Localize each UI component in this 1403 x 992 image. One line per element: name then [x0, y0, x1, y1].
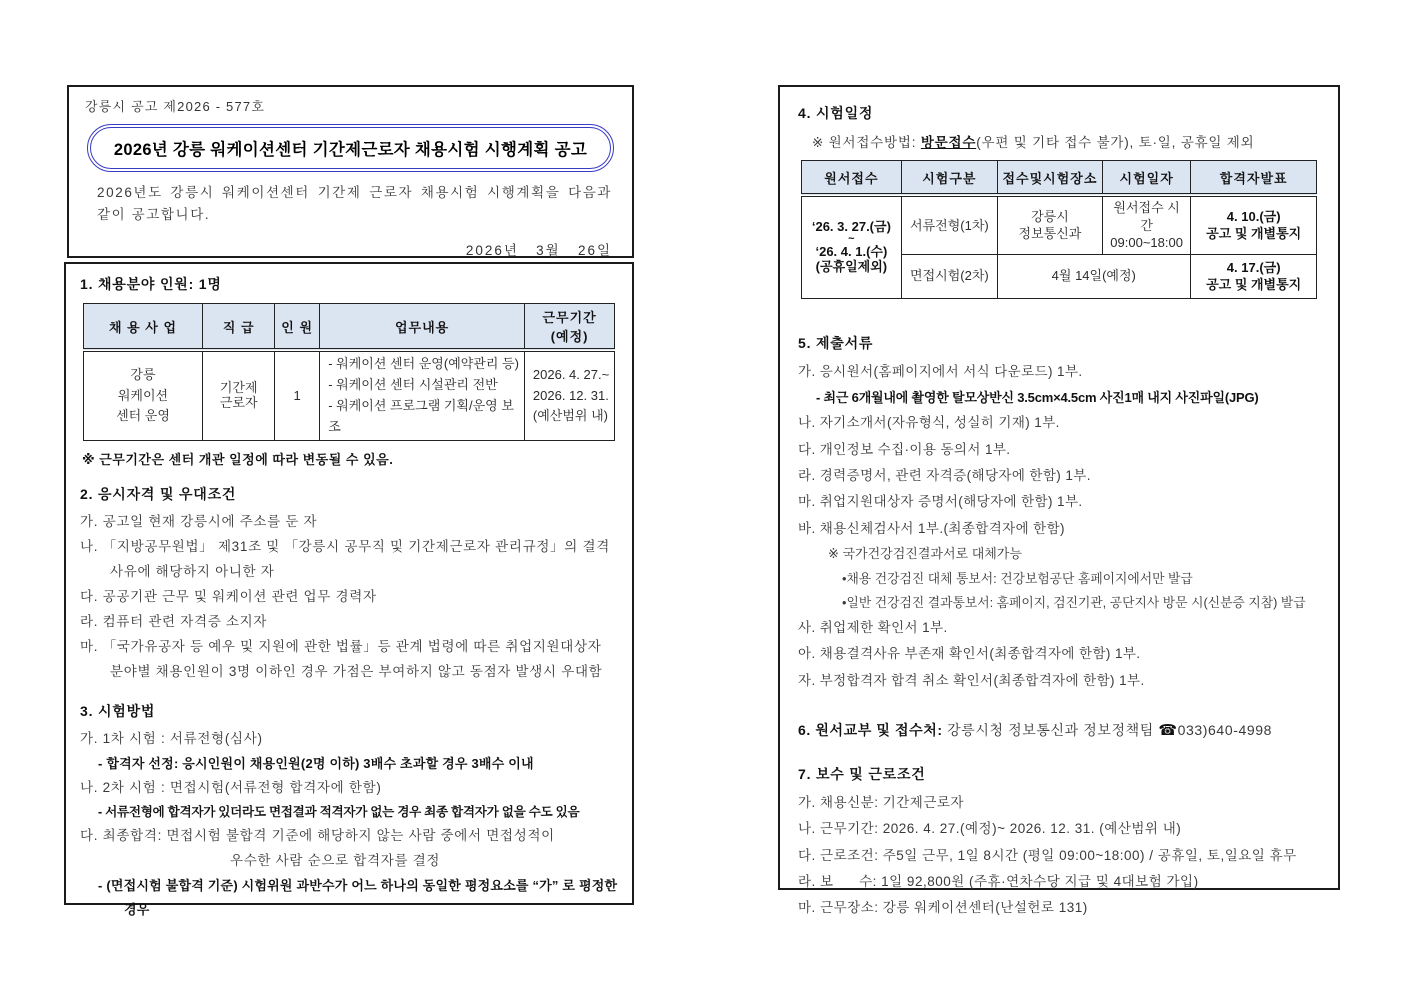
section5-heading: 5. 제출서류 [798, 334, 874, 351]
col-header-exam-type: 시험구분 [902, 161, 997, 196]
result1-line1: 4. 10.(금) [1226, 208, 1281, 224]
qualification-item: 마. 「국가유공자 등 예우 및 지원에 관한 법률」등 관계 법령에 따른 취업지원대상자 분야별 채용인원이 3명 이하인 경우 가점은 부여하지 않고 동점자 발생시 우대함 [80, 638, 603, 679]
health-check-substitute-note: ※ 국가건강검진결과서로 대체가능 [828, 545, 1022, 561]
cell-place-1 [997, 195, 1103, 254]
exam-date-line1: 원서접수 시간 [1113, 200, 1180, 233]
work-condition-item: 가. 채용신분: 기간제근로자 [798, 795, 964, 811]
health-check-bullet: •일반 건강검진 결과통보서: 홈페이지, 검진기관, 공단지사 방문 시(신분증 지참) 발급 [842, 594, 1306, 610]
cell-duty-line3: - 워케이션 프로그램 기획/운영 보조 [328, 398, 514, 434]
exam-method-item-continuation: 우수한 사람 순으로 합격자를 결정 [230, 853, 441, 869]
health-check-bullet: •채용 건강검진 대체 통보서: 건강보험공단 홈페이지에서만 발급 [842, 570, 1193, 586]
document-item: 다. 개인정보 수집·이용 동의서 1부. [798, 441, 1011, 457]
recruitment-table [83, 303, 616, 441]
col-header-project: 채 용 사 업 [83, 304, 203, 351]
cell-duties [320, 350, 525, 441]
reception-line1: ‘26. 3. 27.(금) [811, 218, 891, 234]
result2-line2: 공고 및 개별통지 [1206, 277, 1302, 293]
application-method-note [812, 131, 1320, 151]
document-item: 바. 채용신체검사서 1부.(최종합격자에 한함) [798, 520, 1065, 536]
reception-tilde: ~ [848, 232, 855, 245]
page1-body-panel [64, 262, 634, 918]
cell-exam-type-1: 서류전형(1차) [902, 195, 997, 254]
document-item: 자. 부정합격자 합격 취소 확인서(최종합격자에 한함) 1부. [798, 672, 1145, 688]
cell-result-1 [1190, 195, 1316, 254]
document-item: 가. 응시원서(홈페이지에서 서식 다운로드) 1부. [798, 363, 1083, 379]
document-item: 아. 채용결격사유 부존재 확인서(최종합격자에 한함) 1부. [798, 646, 1141, 662]
place-line2: 정보통신과 [1018, 226, 1082, 242]
place-line1: 강릉시 [1031, 208, 1069, 224]
page1-header-panel [67, 85, 634, 258]
cell-duty-line2: - 워케이션 센터 시설관리 전반 [328, 377, 498, 393]
section3-heading: 3. 시험방법 [80, 702, 156, 719]
application-method-prefix: ※ 원서접수방법: [812, 135, 921, 150]
exam-method-subnote: - (면접시험 불합격 기준) 시험위원 과반수가 어느 하나의 동일한 평정요소를 “가” 로 평정한 경우 [98, 878, 618, 918]
cell-project-line1: 강릉 [130, 366, 156, 382]
col-header-period-line2: (예정) [550, 329, 589, 344]
photo-requirement-note: - 최근 6개월내에 촬영한 탈모상반신 3.5cm×4.5cm 사진1매 내지 사진파일(JPG) [816, 389, 1259, 405]
phone-number: 033)640-4998 [1177, 722, 1273, 739]
section7-heading: 7. 보수 및 근로조건 [798, 766, 926, 783]
recruitment-table-header-row [83, 304, 615, 351]
cell-exam-type-2: 면접시험(2차) [902, 254, 997, 298]
work-condition-item: 나. 근무기간: 2026. 4. 27.(예정)~ 2026. 12. 31. (예산범위 내) [798, 821, 1182, 837]
col-header-period-line1: 근무기간 [542, 310, 597, 325]
cell-place-date-2: 4월 14일(예정) [997, 254, 1190, 298]
col-header-place: 접수및시험장소 [997, 161, 1103, 196]
exam-schedule-table [801, 160, 1318, 299]
work-condition-item: 라. 보 수: 1일 92,800원 (주휴·연차수당 지급 및 4대보험 가입) [798, 874, 1199, 890]
col-header-duties: 업무내용 [320, 304, 525, 351]
col-header-reception: 원서접수 [801, 161, 902, 196]
col-header-count: 인 원 [275, 304, 320, 351]
cell-result-2 [1190, 254, 1316, 298]
cell-period-line3: (예산범위 내) [532, 408, 608, 424]
qualification-item: 라. 컴퓨터 관련 자격증 소지자 [80, 613, 268, 629]
notice-date: 2026년 3월 26일 [465, 242, 612, 258]
exam-method-item: 다. 최종합격: 면접시험 불합격 기준에 해당하지 않는 사람 중에서 면접성적이 [80, 828, 555, 844]
application-method-suffix: (우편 및 기타 접수 불가), 토·일, 공휴일 제외 [976, 135, 1255, 150]
section6-office: 강릉시청 정보통신과 정보정책팀 [947, 722, 1154, 739]
qualification-item: 가. 공고일 현재 강릉시에 주소를 둔 자 [80, 514, 318, 529]
notice-title: 2026년 강릉 워케이션센터 기간제근로자 채용시험 시행계획 공고 [87, 124, 614, 172]
document-item: 사. 취업제한 확인서 1부. [798, 620, 948, 636]
document-item: 나. 자기소개서(자유형식, 성실히 기재) 1부. [798, 415, 1060, 431]
cell-grade-line2: 근로자 [219, 395, 258, 410]
exam-method-subnote: - 서류전형에 합격자가 있더라도 면접결과 적격자가 없는 경우 최종 합격자가 없을 수도 있음 [98, 804, 580, 819]
qualification-item: 나. 「지방공무원법」 제31조 및 「강릉시 공무직 및 기간제근로자 관리규정」의 결격사유에 해당하지 아니한 자 [80, 538, 610, 579]
recruitment-table-row [83, 350, 615, 441]
cell-period-line2: 2026. 12. 31. [532, 387, 609, 403]
schedule-header-row [801, 161, 1317, 196]
schedule-row-1 [801, 195, 1317, 254]
col-header-result: 합격자발표 [1190, 161, 1316, 196]
result2-line1: 4. 17.(금) [1226, 259, 1281, 275]
exam-method-item: 나. 2차 시험 : 면접시험(서류전형 합격자에 한함) [80, 779, 382, 795]
section4-heading: 4. 시험일정 [798, 105, 874, 121]
cell-duty-line1: - 워케이션 센터 운영(예약관리 등) [328, 356, 519, 372]
col-header-exam-date: 시험일자 [1103, 161, 1191, 196]
cell-project-line2: 워케이션 [117, 387, 169, 403]
col-header-period [524, 304, 614, 351]
reception-line2: ‘26. 4. 1.(수) [815, 243, 888, 259]
section1-heading: 1. 채용분야 인원: 1명 [80, 276, 222, 292]
cell-period-line1: 2026. 4. 27.~ [532, 366, 610, 382]
phone-icon: ☎ [1158, 722, 1178, 740]
section6-line [798, 720, 1320, 740]
cell-period [524, 350, 614, 441]
qualification-item: 다. 공공기관 근무 및 워케이션 관련 업무 경력자 [80, 588, 377, 604]
document-item: 마. 취업지원대상자 증명서(해당자에 한함) 1부. [798, 494, 1083, 510]
exam-method-item: 가. 1차 시험 : 서류전형(심사) [80, 730, 263, 746]
exam-date-line2: 09:00~18:00 [1110, 235, 1183, 251]
cell-exam-date-1 [1103, 195, 1191, 254]
cell-reception-period [801, 195, 902, 298]
notice-number: 강릉시 공고 제2026 - 577호 [85, 99, 266, 114]
section6-heading: 6. 원서교부 및 접수처: [798, 722, 943, 739]
reception-line3: (공휴일제외) [815, 258, 888, 274]
result1-line2: 공고 및 개별통지 [1206, 226, 1302, 242]
document-item: 라. 경력증명서, 관련 자격증(해당자에 한함) 1부. [798, 467, 1091, 483]
work-period-note: ※ 근무기간은 센터 개관 일정에 따라 변동될 수 있음. [82, 452, 394, 467]
exam-method-subnote: - 합격자 선정: 응시인원이 채용인원(2명 이하) 3배수 초과할 경우 3배수 이내 [98, 755, 534, 771]
visit-reception-emphasis: 방문접수 [920, 135, 977, 150]
page2-panel [778, 85, 1340, 916]
cell-project [83, 350, 203, 441]
section2-heading: 2. 응시자격 및 우대조건 [80, 486, 237, 502]
work-condition-item: 다. 근로조건: 주5일 근무, 1일 8시간 (평일 09:00~18:00) / 공휴일, 토,일요일 휴무 [798, 847, 1297, 863]
cell-count: 1 [275, 350, 320, 441]
cell-grade-line1: 기간제 [219, 380, 258, 396]
col-header-grade: 직 급 [203, 304, 275, 351]
work-condition-item: 마. 근무장소: 강릉 워케이션센터(난설헌로 131) [798, 900, 1088, 916]
notice-intro: 2026년도 강릉시 워케이션센터 기간제 근로자 채용시험 시행계획을 다음과 같이 공고합니다. [97, 185, 612, 223]
cell-project-line3: 센터 운영 [116, 408, 170, 424]
cell-grade [203, 350, 275, 441]
